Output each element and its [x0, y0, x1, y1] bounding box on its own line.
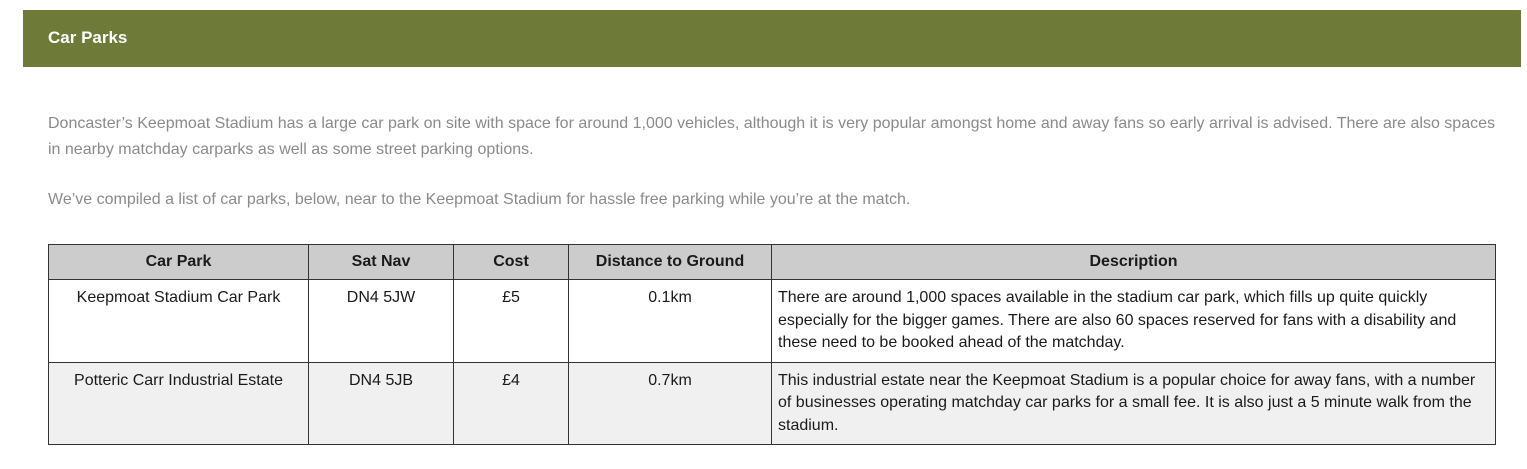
intro-paragraph: Doncaster’s Keepmoat Stadium has a large car park on site with space for around 1,000 vehicles, although it is very popular amongst home and away fans so early arrival is advised. There are also spaces in nearby matchday carparks as well as some street parking options.	[48, 115, 1495, 158]
cell-description: This industrial estate near the Keepmoat Stadium is a popular choice for away fans, with a number of businesses operating matchday car parks for a small fee. It is also just a 5 minute walk from the stadium.	[772, 362, 1496, 445]
column-header-description: Description	[772, 245, 1496, 280]
column-header-distance: Distance to Ground	[569, 245, 772, 280]
car-parks-table	[48, 244, 1496, 445]
column-header-cost: Cost	[454, 245, 569, 280]
section-title: Car Parks	[48, 27, 128, 47]
cell-distance: 0.1km	[569, 280, 772, 363]
cell-cost: £5	[454, 280, 569, 363]
cell-car-park: Keepmoat Stadium Car Park	[49, 280, 309, 363]
section-header	[23, 10, 1521, 67]
cell-cost: £4	[454, 362, 569, 445]
cell-description: There are around 1,000 spaces available in the stadium car park, which fills up quite quickly especially for the bigger games. There are also 60 spaces reserved for fans with a disability and these need to be booked ahead of the matchday.	[772, 280, 1496, 363]
table-row	[49, 280, 1496, 363]
column-header-sat-nav: Sat Nav	[309, 245, 454, 280]
cell-car-park: Potteric Carr Industrial Estate	[49, 362, 309, 445]
table-header-row	[49, 245, 1496, 280]
cell-sat-nav: DN4 5JB	[309, 362, 454, 445]
column-header-car-park: Car Park	[49, 245, 309, 280]
cell-distance: 0.7km	[569, 362, 772, 445]
table-row	[49, 362, 1496, 445]
intro-paragraph-secondary: We’ve compiled a list of car parks, below, near to the Keepmoat Stadium for hassle free parking while you’re at the match.	[48, 191, 911, 208]
cell-sat-nav: DN4 5JW	[309, 280, 454, 363]
